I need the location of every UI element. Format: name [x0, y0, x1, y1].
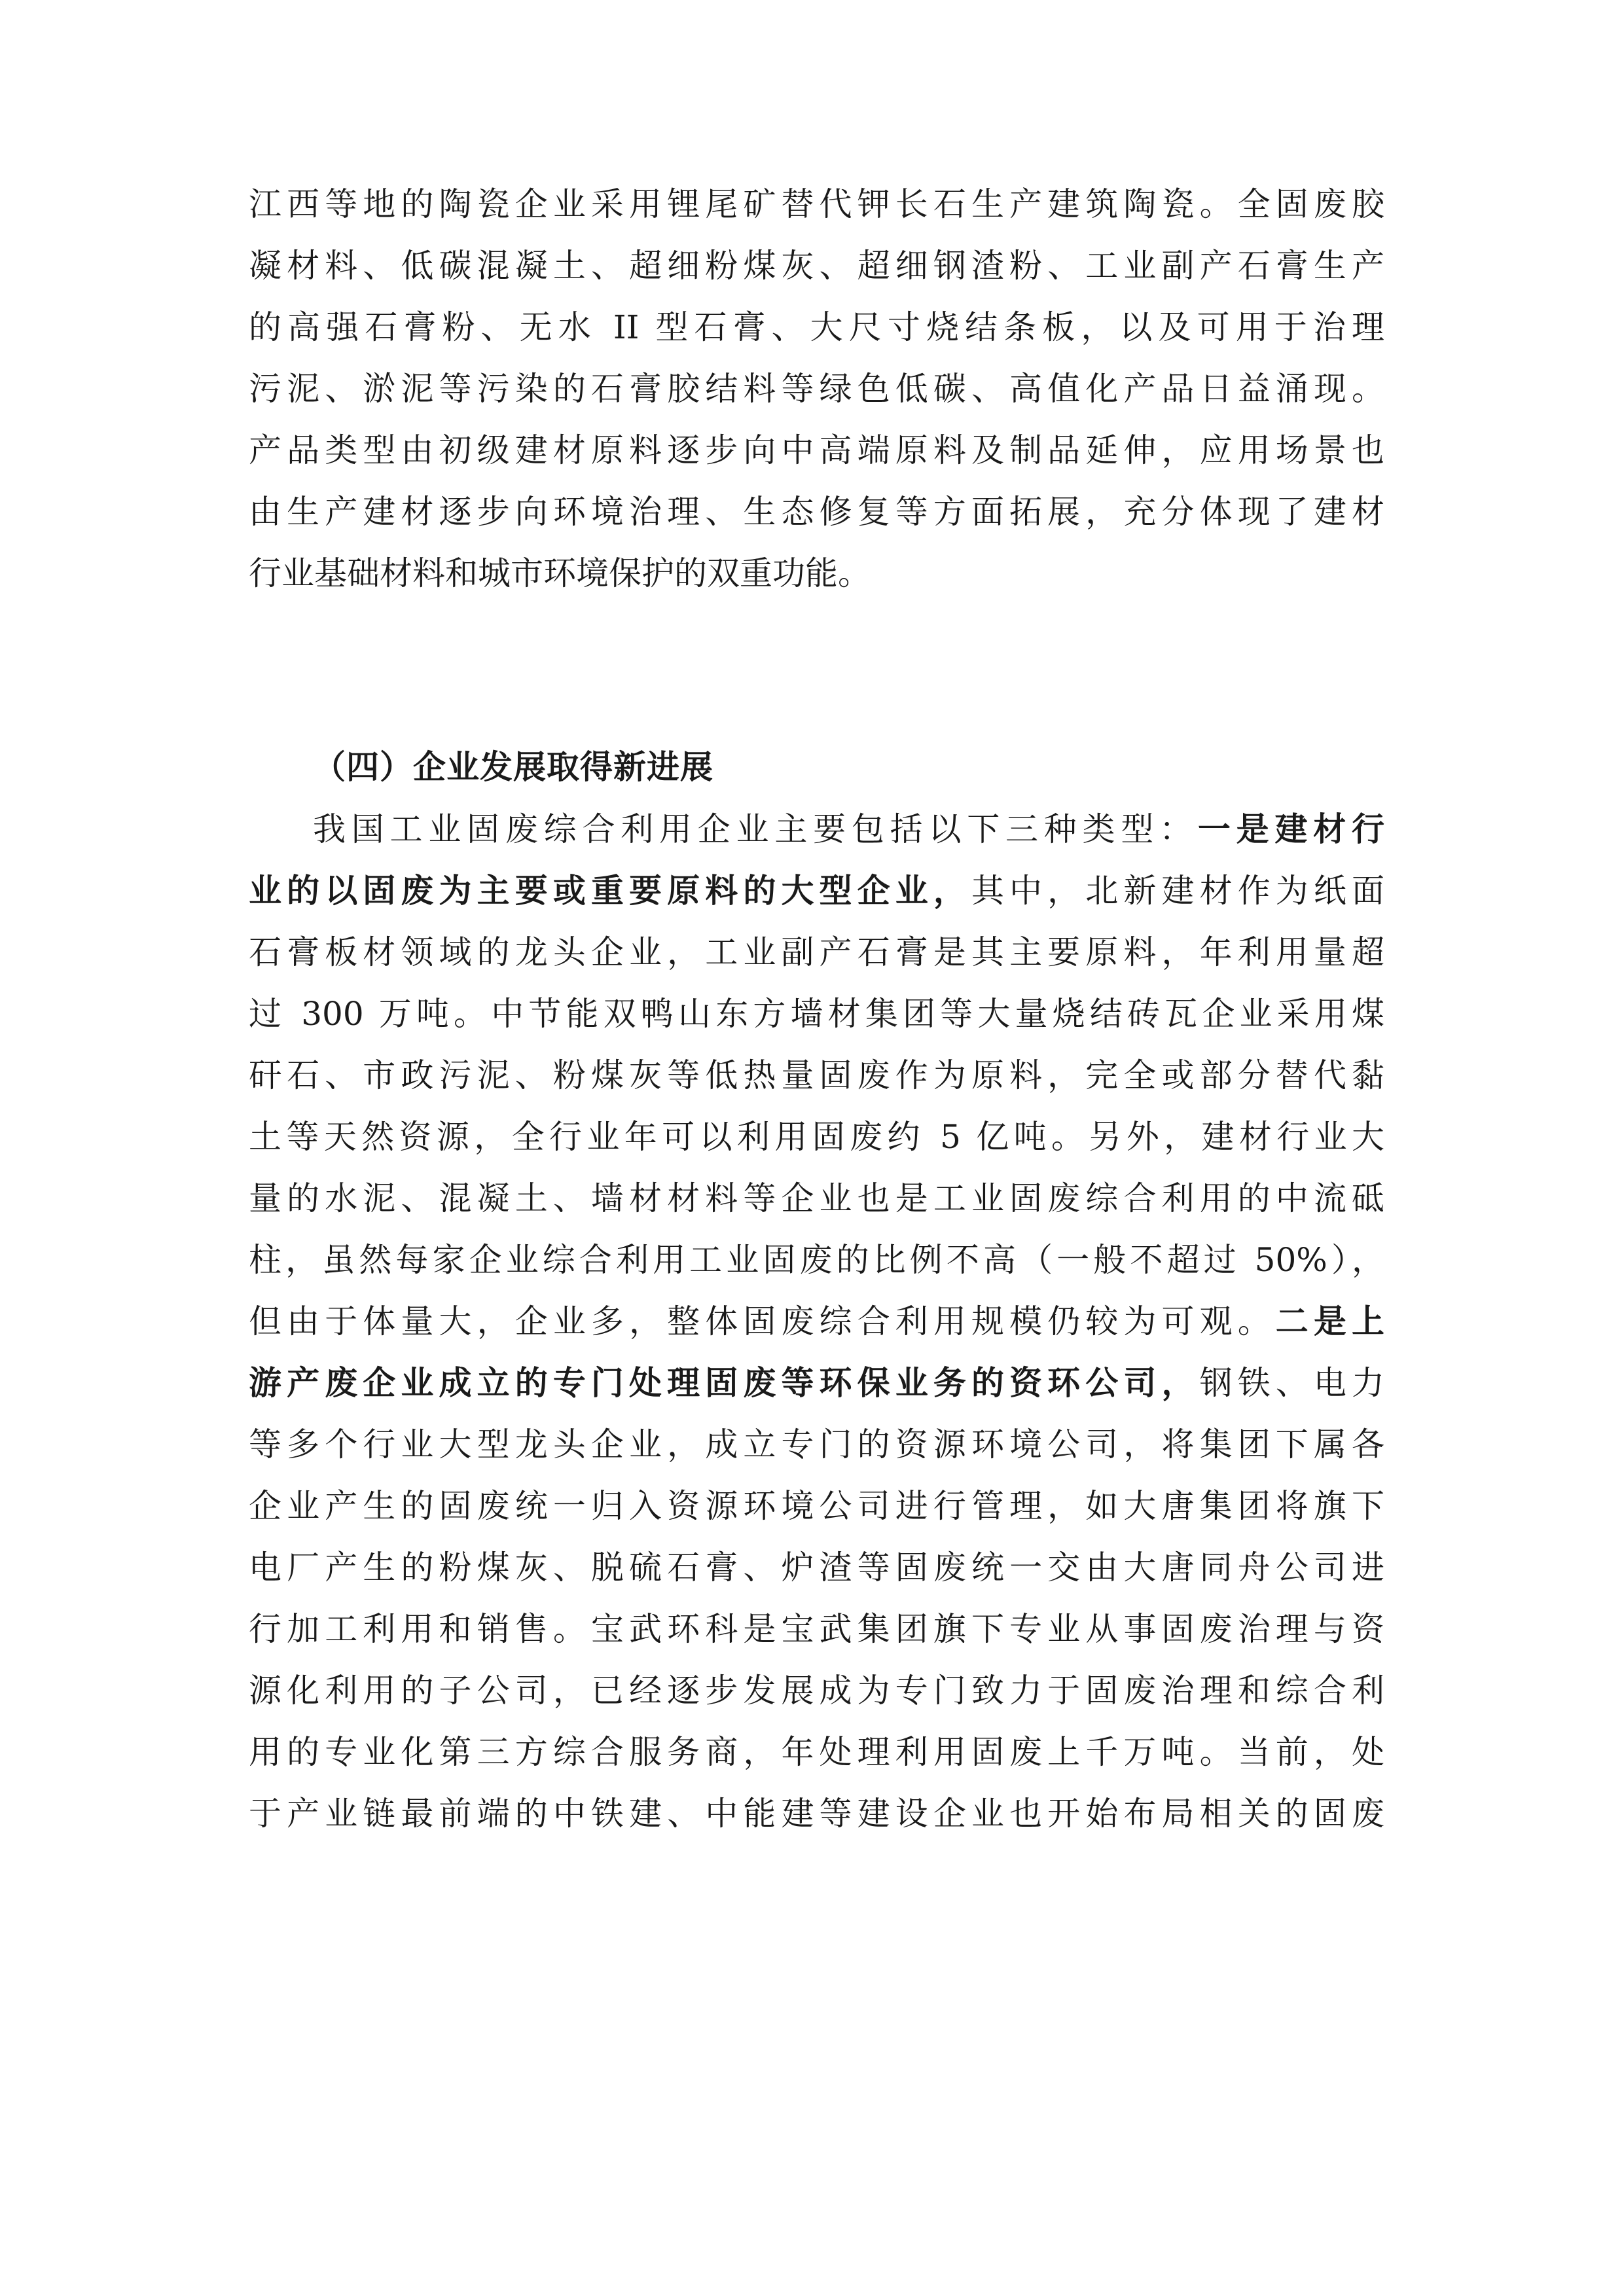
text-line [249, 860, 1384, 922]
text-run: 其中，北新建材作为纸面 [971, 872, 1384, 910]
text-run: 但由于体量大，企业多，整体固废综合利用规模仍较为可观。 [249, 1302, 1276, 1340]
text-line: 企业产生的固废统一归入资源环境公司进行管理，如大唐集团将旗下 [249, 1487, 1384, 1525]
text-run: 我国工业固废综合利用企业主要包括以下三种类型： [313, 810, 1198, 848]
text-line [249, 1352, 1384, 1414]
text-line: 凝材料、低碳混凝土、超细粉煤灰、超细钢渣粉、工业副产石膏生产 [249, 247, 1384, 285]
text-line: 石膏板材领域的龙头企业，工业副产石膏是其主要原料，年利用量超 [249, 933, 1384, 971]
text-line: 等多个行业大型龙头企业，成立专门的资源环境公司，将集团下属各 [249, 1426, 1384, 1463]
text-line: 江西等地的陶瓷企业采用锂尾矿替代钾长石生产建筑陶瓷。全固废胶 [249, 185, 1384, 223]
text-line: 污泥、淤泥等污染的石膏胶结料等绿色低碳、高值化产品日益涌现。 [249, 370, 1384, 408]
text-line: 矸石、市政污泥、粉煤灰等低热量固废作为原料，完全或部分替代黏 [249, 1056, 1384, 1094]
emphasis-run: 业的以固废为主要或重要原料的大型企业， [249, 872, 971, 910]
paragraph-materials [249, 173, 1384, 604]
emphasis-run: 二是上 [1275, 1302, 1384, 1340]
text-line: 量的水泥、混凝土、墙材材料等企业也是工业固废综合利用的中流砥 [249, 1179, 1384, 1217]
text-line: 的高强石膏粉、无水 II 型石膏、大尺寸烧结条板，以及可用于治理 [249, 308, 1384, 346]
text-line: 土等天然资源，全行业年可以利用固废约 5 亿吨。另外，建材行业大 [249, 1118, 1384, 1156]
emphasis-run: 一是建材行 [1197, 810, 1384, 848]
text-line [249, 1291, 1384, 1352]
heading-enterprise-progress: （四）企业发展取得新进展 [313, 748, 713, 786]
text-line [249, 798, 1384, 860]
text-line: 行加工利用和销售。宝武环科是宝武集团旗下专业从事固废治理与资 [249, 1610, 1384, 1648]
text-line: 柱，虽然每家企业综合利用工业固废的比例不高（一般不超过 50%）， [249, 1241, 1384, 1279]
emphasis-run: 游产废企业成立的专门处理固废等环保业务的资环公司， [249, 1364, 1200, 1402]
text-line: 过 300 万吨。中节能双鸭山东方墙材集团等大量烧结砖瓦企业采用煤 [249, 995, 1384, 1033]
text-line: 用的专业化第三方综合服务商，年处理利用固废上千万吨。当前，处 [249, 1733, 1384, 1771]
text-run: 钢铁、电力 [1199, 1364, 1384, 1402]
text-line: 于产业链最前端的中铁建、中能建等建设企业也开始布局相关的固废 [249, 1795, 1384, 1833]
text-line: 行业基础材料和城市环境保护的双重功能。 [249, 554, 871, 592]
text-line: 源化利用的子公司，已经逐步发展成为专门致力于固废治理和综合利 [249, 1672, 1384, 1710]
text-line: 产品类型由初级建材原料逐步向中高端原料及制品延伸，应用场景也 [249, 431, 1384, 469]
text-line: 由生产建材逐步向环境治理、生态修复等方面拓展，充分体现了建材 [249, 493, 1384, 531]
text-line: 电厂产生的粉煤灰、脱硫石膏、炉渣等固废统一交由大唐同舟公司进 [249, 1549, 1384, 1587]
paragraph-enterprises [249, 798, 1384, 1844]
section-heading [249, 736, 1384, 798]
